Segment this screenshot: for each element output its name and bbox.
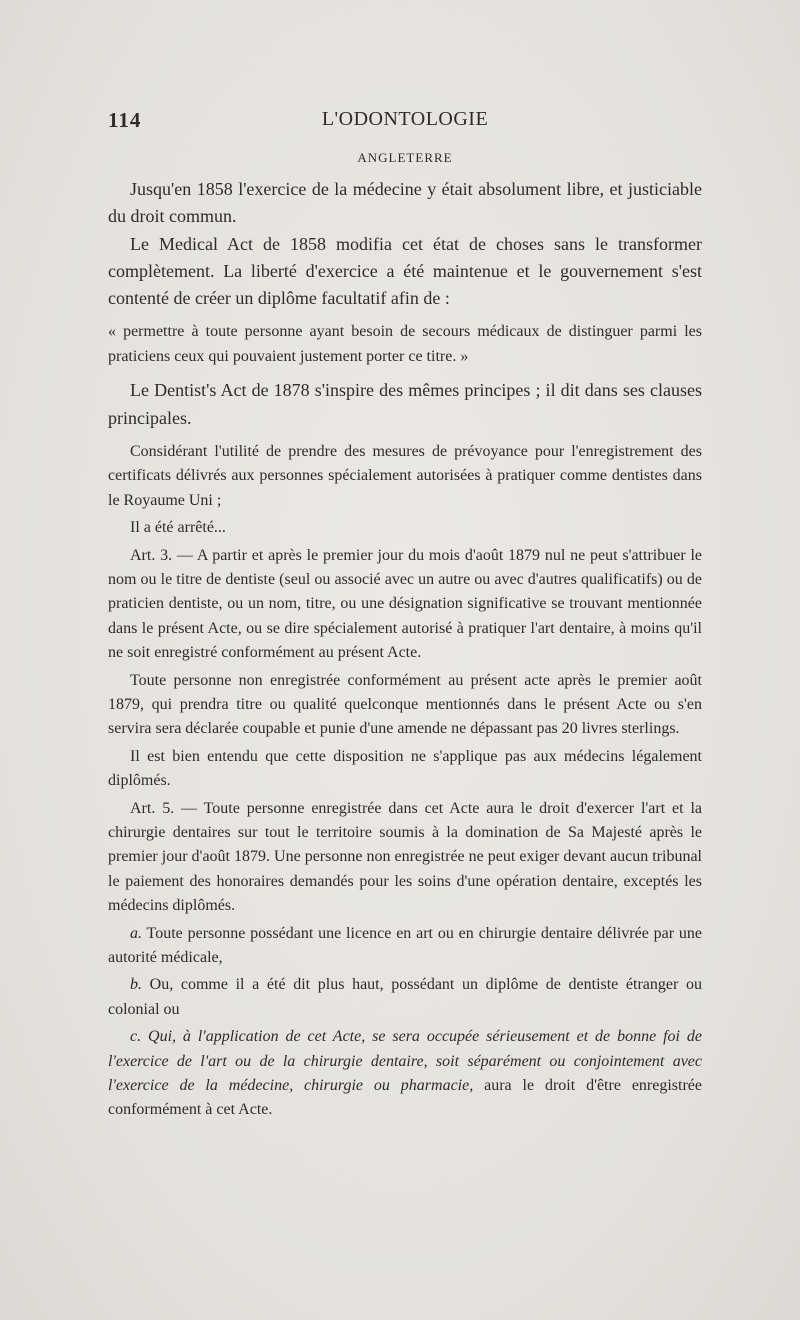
section-heading: ANGLETERRE <box>357 150 453 165</box>
paragraph-medical-act: Le Medical Act de 1858 modifia cet état de choses sans le transformer complètement. La liberté d'exercice a été maintenue et le gouvernement s'est contenté de créer un diplôme facultatif afin de : <box>108 233 702 309</box>
clause-text: Toute personne possédant une licence en art ou en chirurgie dentaire délivrée par une autorité médicale, <box>108 924 702 967</box>
paragraph-quote: « permettre à toute personne ayant besoin de secours médicaux de distinguer parmi les praticiens ceux qui pouvaient justement porter ce titre. » <box>108 323 702 365</box>
paragraph-article-3: Art. 3. — A partir et après le premier jour du mois d'août 1879 nul ne peut s'attribuer le nom ou le titre de dentiste (seul ou associé avec un autre ou avec d'autres qualificatifs) ou de praticien dentiste, ou un nom, titre, ou une désignation significative se trouvant mentionnée dans le présent Acte, ou se dire spécialement autorisé à pratiquer l'art dentaire, à moins qu'il ne soit enregistré conformément au présent Acte. <box>108 546 702 662</box>
clause-text: aura le droit d'être enregistrée conformément à cet Acte. <box>108 1077 702 1119</box>
clause-letter: b. <box>130 976 142 994</box>
page-number: 114 <box>108 108 142 132</box>
paragraph-article-5: Art. 5. — Toute personne enregistrée dans cet Acte aura le droit d'exercer l'art et la chirurgie dentaires sur tout le territoire soumis à la domination de Sa Majesté après le premier jour d'août 1879. Une personne non enregistrée ne peut exiger devant aucun tribunal le paiement des honoraires demandés pour les soins d'une opération dentaire, exceptés les médecins diplômés. <box>108 799 702 915</box>
page-header <box>108 108 702 134</box>
running-title: L'ODONTOLOGIE <box>321 108 489 130</box>
paragraph-penalty: Toute personne non enregistrée conformément au présent acte après le premier août 1879, qui prendra titre ou qualité quelconque mentionnés dans le présent Acte ou s'en servira sera déclarée coupable et punie d'une amende ne dépassant pas 20 livres sterlings. <box>108 671 702 738</box>
clause-text: Ou, comme il a été dit plus haut, possédant un diplôme de dentiste étranger ou colonial ou <box>108 976 702 1018</box>
clause-c <box>108 1025 702 1123</box>
body-text <box>108 176 702 1123</box>
clause-letter: c. <box>130 1028 142 1046</box>
clause-letter: a. <box>130 924 142 942</box>
paragraph-decreed: Il a été arrêté... <box>130 519 226 537</box>
clause-italic-text: Qui, à l'application de cet Acte, se sera occupée sérieusement et de bonne foi de l'exercice de l'art ou de la chirurgie dentaire, soit séparément ou conjointement avec l'exercice de la médecine, chirurgie ou pharmacie, <box>108 1028 702 1095</box>
clause-a <box>108 922 702 971</box>
clause-b <box>108 973 702 1022</box>
paragraph-intro: Jusqu'en 1858 l'exercice de la médecine y était absolument libre, et justiciable du droit commun. <box>108 179 702 227</box>
paragraph-exception: Il est bien entendu que cette disposition ne s'applique pas aux médecins légalement diplômés. <box>108 747 702 790</box>
paragraph-considering: Considérant l'utilité de prendre des mesures de prévoyance pour l'enregistrement des certificats délivrés aux personnes spécialement autorisées à pratiquer comme dentistes dans le Royaume Uni ; <box>108 442 702 509</box>
paragraph-dentists-act: Le Dentist's Act de 1878 s'inspire des mêmes principes ; il dit dans ses clauses principales. <box>108 380 702 428</box>
